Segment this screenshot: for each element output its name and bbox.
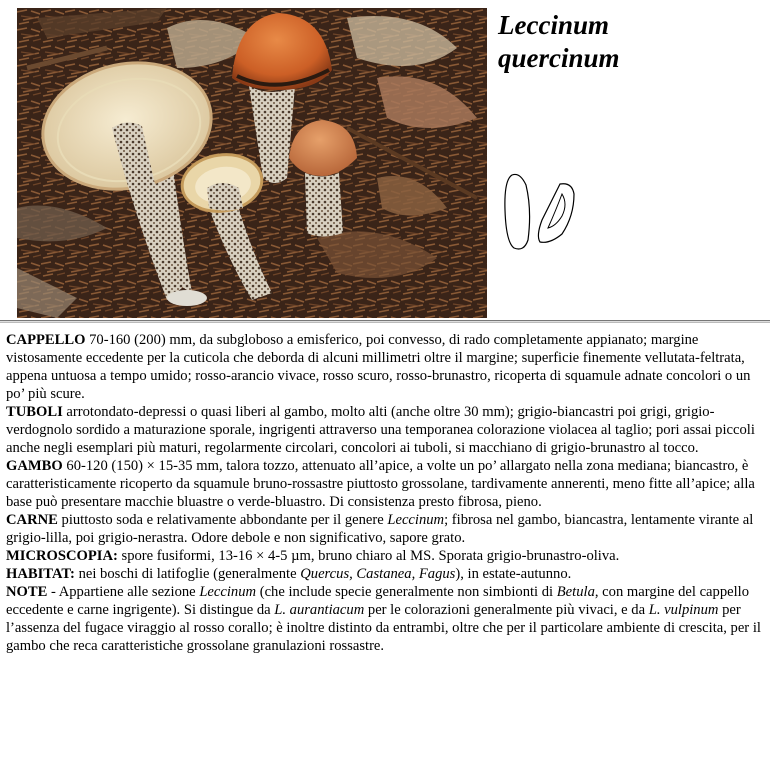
carne-paragraph — [6, 511, 766, 547]
note-text-e: per l’assenza del fugace viraggio al rosso corallo; è inoltre distinto da entrambi, oltre che per il particolare ambiente di crescita, per il gambo che reca caratteristiche grossolane granulazioni rossastre. — [6, 602, 761, 654]
microscopia-label: MICROSCOPIA: — [6, 548, 118, 564]
gambo-text: 60-120 (150) × 15-35 mm, talora tozzo, attenuato all’apice, a volte un po’ allargato nella zona mediana; biancastro, è caratteristicamente ricoperto da squamule bruno-rossastre piuttosto grossolane, tardivamente annerenti, meno fitte all’apice; alla base può presentare macchie bluastre o verde-bluastro. Di consistenza presto fibrosa, pieno. — [6, 458, 755, 510]
species-title — [498, 9, 758, 75]
note-text-a: - Appartiene alle sezione — [47, 584, 200, 600]
gambo-paragraph — [6, 457, 766, 511]
note-vulpinum: L. vulpinum — [648, 602, 719, 618]
habitat-label: HABITAT: — [6, 566, 75, 582]
spore-drawing-svg — [500, 170, 590, 260]
note-paragraph — [6, 583, 766, 655]
habitat-text-a: nei boschi di latifoglie (generalmente — [74, 566, 301, 582]
gambo-label: GAMBO — [6, 458, 63, 474]
species-title-epithet: quercinum — [498, 43, 620, 73]
mushroom-photo-svg — [17, 8, 487, 318]
note-text-b: (che include specie generalmente non simbionti di — [256, 584, 557, 600]
tuboli-text: arrotondato-depressi o quasi liberi al gambo, molto alti (anche oltre 30 mm); grigio-biancastri poi grigi, grigio-verdognolo sordido a maturazione sporale, ingrigenti attraverso una temporanea colorazione violacea al taglio; pori assai piccoli anche negli esemplari più maturi, regolarmente circolari, concolori ai tuboli, si macchiano di grigio-brunastro al tocco. — [6, 404, 755, 456]
species-title-genus: Leccinum — [498, 10, 609, 40]
cappello-text: 70-160 (200) mm, da subgloboso a emisferico, poi convesso, di rado completamente appianato; margine vistosamente eccedente per la cuticola che deborda di alcuni millimetri oltre il margine; superficie finemente vellutata-feltrata, appena untuosa a tempo umido; rosso-arancio vivace, rosso scuro, rosso-brunastro, ricoperta di squamule adnate concolori o un po’ più scure. — [6, 332, 751, 402]
note-betula: Betula — [556, 584, 595, 600]
section-divider — [0, 320, 770, 323]
description — [6, 331, 766, 655]
cappello-paragraph — [6, 331, 766, 403]
tuboli-paragraph — [6, 403, 766, 457]
habitat-paragraph — [6, 565, 766, 583]
carne-text-b: ; fibrosa nel gambo, biancastra, lentamente virante al grigio-lilla, poi grigio-nerastra. Odore debole e non significativo, sapore grato. — [6, 512, 754, 546]
carne-genus: Leccinum — [387, 512, 445, 528]
note-section: Leccinum — [199, 584, 257, 600]
spore-drawing — [500, 170, 590, 260]
cappello-label: CAPPELLO — [6, 332, 86, 348]
carne-text-a: piuttosto soda e relativamente abbondante per il genere — [57, 512, 388, 528]
microscopia-text: spore fusiformi, 13-16 × 4-5 µm, bruno chiaro al MS. Sporata grigio-brunastro-oliva. — [117, 548, 620, 564]
mushroom-photo — [17, 8, 487, 318]
note-text-c: , con margine del cappello eccedente e carne ingrigente). Si distingue da — [6, 584, 749, 618]
tuboli-label: TUBOLI — [6, 404, 63, 420]
habitat-hosts: Quercus, Castanea, Fagus — [300, 566, 456, 582]
carne-label: CARNE — [6, 512, 58, 528]
microscopia-paragraph — [6, 547, 766, 565]
note-label: NOTE — [6, 584, 48, 600]
habitat-text-b: ), in estate-autunno. — [455, 566, 572, 582]
note-aurantiacum: L. aurantiacum — [274, 602, 365, 618]
note-text-d: per le colorazioni generalmente più vivaci, e da — [364, 602, 649, 618]
